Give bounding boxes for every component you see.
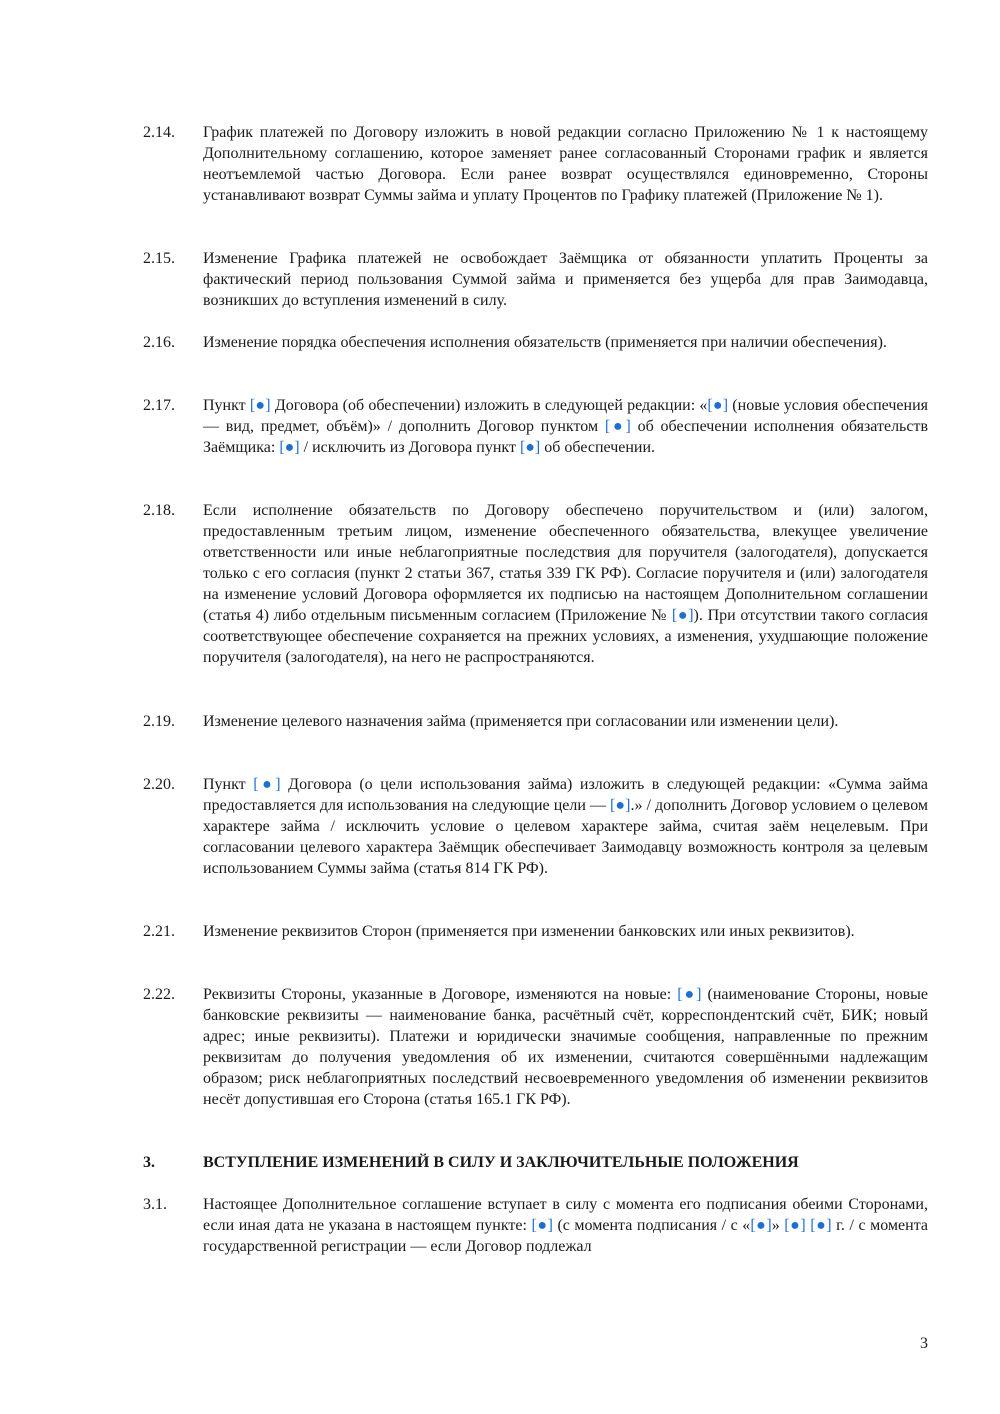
- clause-text: [203, 774, 928, 879]
- clause-2-15: [143, 248, 928, 311]
- clause-2-16: [143, 332, 928, 353]
- placeholder-field: [●]: [604, 418, 631, 435]
- clause-number: 2.21.: [143, 923, 175, 940]
- placeholder-field: [●]: [253, 776, 281, 793]
- text-segment: Если исполнение обязательств по Договору обеспечено поручительством и (или) залогом, предоставленным третьим лицом, изменение обеспеченного обязательства, влекущее увеличение ответственности или иные неблагоприятные последствия для поручителя (залогодателя), допускается только с его согласия (пункт 2 статьи 367, статья 339 ГК РФ). Согласие поручителя и (или) залогодателя на изменение условий Договора оформляется их подписью на настоящем Дополнительном соглашении (статья 4) либо отдельным письменным согласием (Приложение №: [203, 502, 928, 624]
- page-number: 3: [920, 1335, 928, 1352]
- clause-2-17: [143, 395, 928, 458]
- clause-text: [203, 332, 928, 353]
- clause-2-14: [143, 122, 928, 206]
- text-segment: Договора (об обеспечении) изложить в следующей редакции: «: [270, 397, 708, 414]
- clause-number: 2.16.: [143, 334, 175, 351]
- placeholder-field: [●]: [784, 1217, 806, 1234]
- section-title: [203, 1152, 928, 1173]
- clause-number: 2.15.: [143, 250, 175, 267]
- clause-text: [203, 122, 928, 206]
- clause-3-1: [143, 1194, 928, 1257]
- text-segment: График платежей по Договору изложить в новой редакции согласно Приложению № 1 к настоящему Дополнительному соглашению, которое заменяет ранее согласованный Сторонами график и является неотъемлемой частью Договора. Если ранее возврат осуществлялся единовременно, Стороны устанавливают возврат Суммы займа и уплату Процентов по Графику платежей (Приложение № 1).: [203, 124, 928, 204]
- text-segment: / исключить из Договора пункт: [299, 439, 520, 456]
- placeholder-field: [●]: [677, 986, 702, 1003]
- placeholder-field: [●]: [531, 1217, 553, 1234]
- placeholder-field: [●]: [671, 607, 694, 624]
- placeholder-field: [●]: [279, 439, 300, 456]
- clause-2-22: [143, 984, 928, 1110]
- text-segment: Реквизиты Стороны, указанные в Договоре, изменяются на новые:: [203, 986, 678, 1003]
- clause-text: [203, 500, 928, 668]
- text-segment: Изменение целевого назначения займа (применяется при согласовании или изменении цели).: [203, 713, 839, 730]
- placeholder-field: [●]: [249, 397, 271, 414]
- text-segment: ). При отсутствии такого согласия соответствующее обеспечение сохраняется на прежних условиях, а изменения, ухудшающие положение поручителя (залогодателя), на него не распространяются.: [203, 607, 928, 666]
- clause-text: [203, 984, 928, 1110]
- placeholder-field: [●]: [610, 797, 631, 814]
- text-segment: Настоящее Дополнительное соглашение вступает в силу с момента его подписания обеими Сторонами, если иная дата не указана в настоящем пункте:: [203, 1196, 928, 1234]
- text-segment: »: [771, 1217, 785, 1234]
- clause-2-20: [143, 774, 928, 879]
- clause-number: 2.19.: [143, 713, 175, 730]
- placeholder-field: [●]: [519, 439, 541, 456]
- placeholder-field: [●]: [750, 1217, 772, 1234]
- clause-number: 3.1.: [143, 1196, 167, 1213]
- text-segment: Договора (о цели использования займа) изложить в следующей редакции: «Сумма займа предоставляется для использования на следующие цели —: [203, 776, 929, 814]
- text-segment: об обеспечении.: [540, 439, 656, 456]
- clause-number: 2.20.: [143, 776, 175, 793]
- clause-number: 3.: [143, 1154, 155, 1171]
- clause-number: 2.22.: [143, 986, 175, 1003]
- clause-2-19: [143, 711, 928, 732]
- clause-number: 2.18.: [143, 502, 175, 519]
- clause-text: [203, 1194, 928, 1257]
- text-segment: (наименование Стороны, новые банковские реквизиты — наименование банка, расчётный счёт, корреспондентский счёт, БИК; новый адрес; иные реквизиты). Платежи и юридически значимые сообщения, направленные по прежним реквизитам до получения уведомления об их изменении, считаются совершёнными надлежащим образом; риск неблагоприятных последствий несвоевременного уведомления об изменении реквизитов несёт допустившая его Сторона (статья 165.1 ГК РФ).: [203, 986, 929, 1108]
- clause-text: [203, 395, 928, 458]
- text-segment: Пункт: [203, 776, 254, 793]
- clause-number: 2.17.: [143, 397, 175, 414]
- text-segment: об обеспечении исполнения обязательств Заёмщика:: [203, 418, 928, 456]
- clause-text: [203, 248, 928, 311]
- clause-text: [203, 921, 928, 942]
- text-segment: Изменение Графика платежей не освобождает Заёмщика от обязанности уплатить Проценты за фактический период пользования Суммой займа и применяется без ущерба для прав Заимодавца, возникших до вступления изменений в силу.: [203, 250, 928, 309]
- text-segment: (с момента подписания / с «: [552, 1217, 751, 1234]
- placeholder-field: [●]: [707, 397, 729, 414]
- clause-2-18: [143, 500, 928, 668]
- text-segment: Изменение реквизитов Сторон (применяется при изменении банковских или иных реквизитов).: [203, 923, 855, 940]
- section-3-heading: [143, 1152, 928, 1173]
- text-segment: .» / дополнить Договор условием о целевом характере займа / исключить условие о целевом характере займа, считая заём нецелевым. При согласовании целевого характера Заёмщик обеспечивает Заимодавцу возможность контроля за целевым использованием Суммы займа (статья 814 ГК РФ).: [203, 797, 929, 877]
- placeholder-field: [●]: [810, 1217, 832, 1234]
- text-segment: ВСТУПЛЕНИЕ ИЗМЕНЕНИЙ В СИЛУ И ЗАКЛЮЧИТЕЛЬНЫЕ ПОЛОЖЕНИЯ: [203, 1154, 799, 1171]
- clause-text: [203, 711, 928, 732]
- text-segment: Изменение порядка обеспечения исполнения обязательств (применяется при наличии обеспечения).: [203, 334, 887, 351]
- clause-2-21: [143, 921, 928, 942]
- clause-number: 2.14.: [143, 124, 175, 141]
- text-segment: Пункт: [203, 397, 250, 414]
- text-segment: (новые условия обеспечения — вид, предмет, объём)» / дополнить Договор пунктом: [203, 397, 929, 435]
- text-segment: г. / с момента государственной регистрации — если Договор подлежал: [203, 1217, 928, 1255]
